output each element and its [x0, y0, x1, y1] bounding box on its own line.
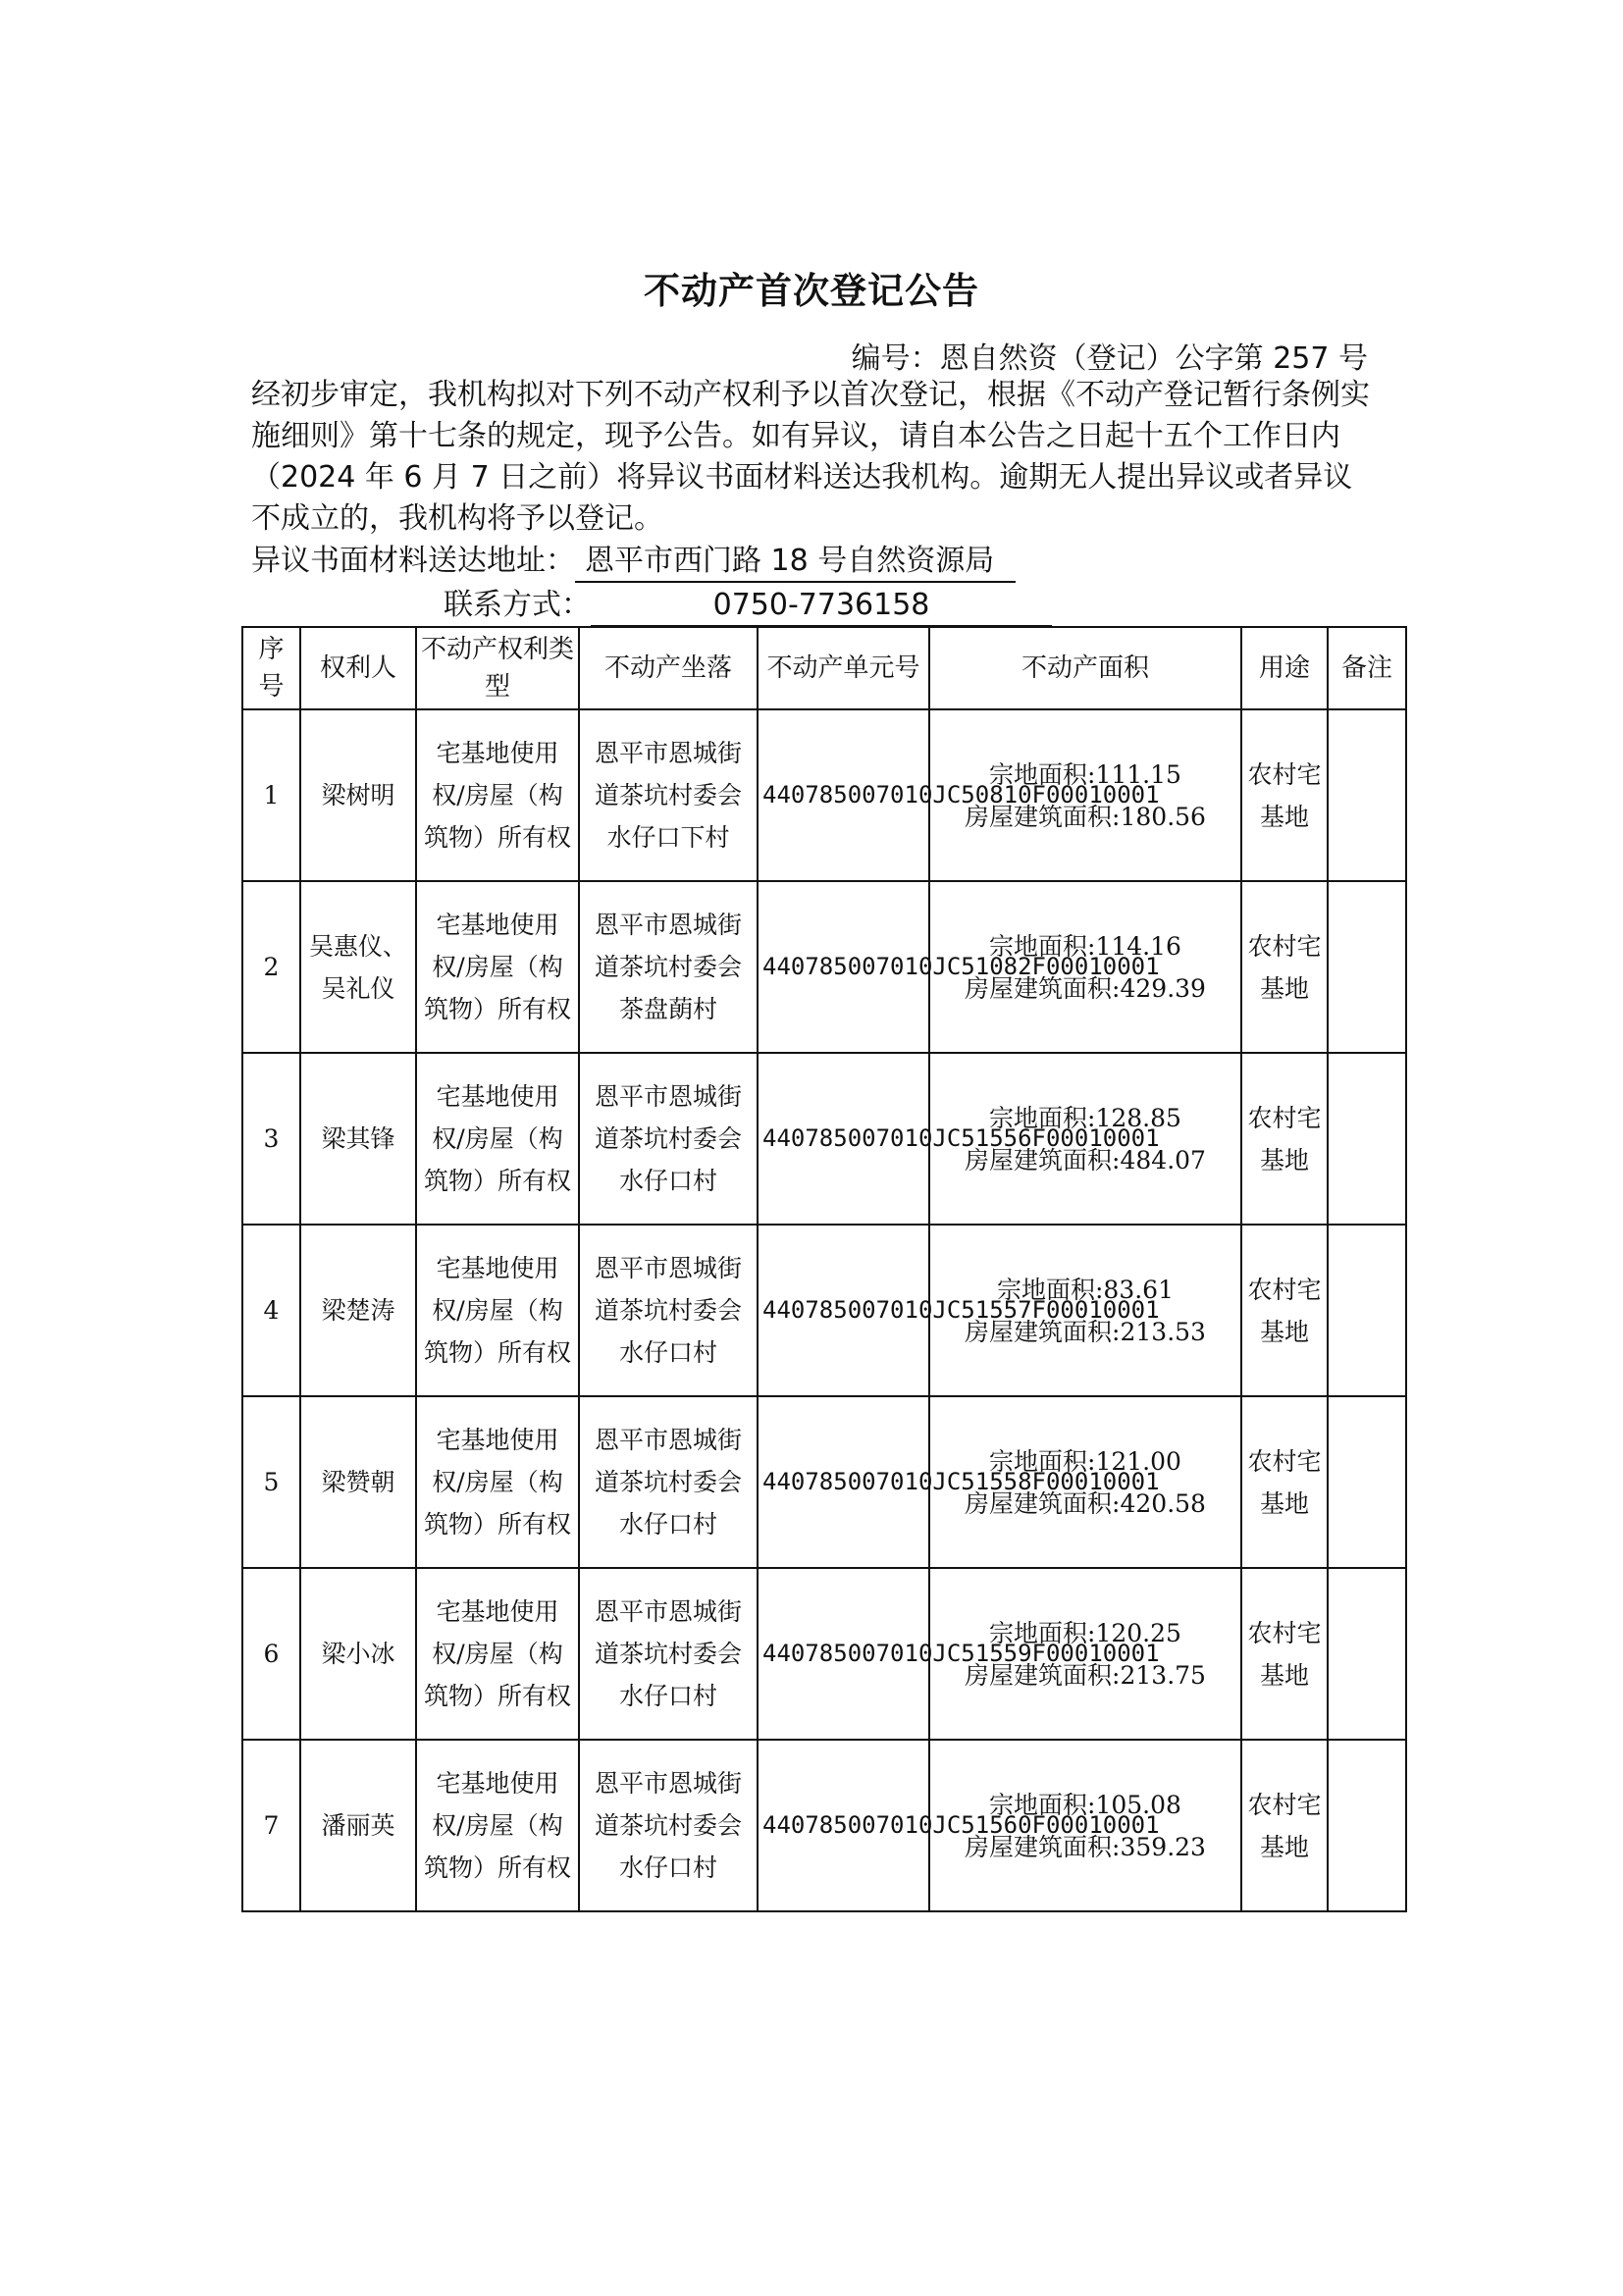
notice-body: [251, 375, 1370, 540]
table-row: [242, 1740, 1406, 1911]
cell-location: 恩平市恩城街道茶坑村委会水仔口村: [579, 1568, 758, 1740]
cell-remark: [1328, 1053, 1406, 1225]
land-area: 宗地面积:128.85: [989, 1103, 1181, 1132]
header-right-type: 不动产权利类型: [416, 627, 579, 709]
building-area: 房屋建筑面积:213.53: [965, 1317, 1206, 1346]
cell-owner: 梁赞朝: [300, 1396, 416, 1568]
building-area: 房屋建筑面积:429.39: [965, 973, 1206, 1003]
cell-use: 农村宅基地: [1241, 1568, 1328, 1740]
cell-location: 恩平市恩城街道茶坑村委会水仔口村: [579, 1740, 758, 1911]
page-title: 不动产首次登记公告: [644, 270, 979, 312]
cell-unit-no: 440785007010JC51560F00010001: [758, 1740, 929, 1911]
table-header-row: [242, 627, 1406, 709]
notice-paragraph: 经初步审定，我机构拟对下列不动产权利予以首次登记，根据《不动产登记暂行条例实施细则》第十七条的规定，现予公告。如有异议，请自本公告之日起十五个工作日内（2024 年 6 月 7 日之前）将异议书面材料送达我机构。逾期无人提出异议或者异议不成立的，我机构将予以登记。: [251, 378, 1370, 536]
cell-location: 恩平市恩城街道茶坑村委会水仔口下村: [579, 709, 758, 881]
cell-remark: [1328, 709, 1406, 881]
cell-serial: 4: [242, 1225, 300, 1396]
cell-remark: [1328, 1740, 1406, 1911]
contact-label: 联系方式：: [444, 588, 591, 622]
cell-use: 农村宅基地: [1241, 1396, 1328, 1568]
building-area: 房屋建筑面积:359.23: [965, 1832, 1206, 1861]
cell-use: 农村宅基地: [1241, 1225, 1328, 1396]
building-area: 房屋建筑面积:213.75: [965, 1660, 1206, 1690]
cell-owner: 吴惠仪、吴礼仪: [300, 881, 416, 1053]
building-area: 房屋建筑面积:484.07: [965, 1145, 1206, 1174]
cell-owner: 梁树明: [300, 709, 416, 881]
cell-use: 农村宅基地: [1241, 1740, 1328, 1911]
cell-serial: 2: [242, 881, 300, 1053]
property-table: [241, 626, 1407, 1912]
cell-area: [929, 1225, 1241, 1396]
cell-area: [929, 1396, 1241, 1568]
cell-remark: [1328, 1568, 1406, 1740]
land-area: 宗地面积:105.08: [989, 1790, 1181, 1819]
cell-owner: 梁其锋: [300, 1053, 416, 1225]
land-area: 宗地面积:121.00: [989, 1446, 1181, 1476]
address-label: 异议书面材料送达地址：: [251, 544, 575, 578]
header-use: 用途: [1241, 627, 1328, 709]
header-area: 不动产面积: [929, 627, 1241, 709]
cell-right-type: 宅基地使用权/房屋（构筑物）所有权: [416, 1740, 579, 1911]
table-row: [242, 1396, 1406, 1568]
land-area: 宗地面积:83.61: [997, 1275, 1174, 1304]
land-area: 宗地面积:111.15: [989, 759, 1181, 789]
building-area: 房屋建筑面积:180.56: [965, 802, 1206, 831]
cell-unit-no: 440785007010JC51082F00010001: [758, 881, 929, 1053]
header-owner: 权利人: [300, 627, 416, 709]
cell-right-type: 宅基地使用权/房屋（构筑物）所有权: [416, 1568, 579, 1740]
header-serial: 序号: [242, 627, 300, 709]
cell-unit-no: 440785007010JC51557F00010001: [758, 1225, 929, 1396]
cell-right-type: 宅基地使用权/房屋（构筑物）所有权: [416, 1053, 579, 1225]
cell-area: [929, 1053, 1241, 1225]
cell-location: 恩平市恩城街道茶坑村委会水仔口村: [579, 1396, 758, 1568]
cell-unit-no: 440785007010JC50810F00010001: [758, 709, 929, 881]
table-row: [242, 1053, 1406, 1225]
cell-use: 农村宅基地: [1241, 881, 1328, 1053]
table-row: [242, 1568, 1406, 1740]
table-row: [242, 881, 1406, 1053]
cell-area: [929, 1568, 1241, 1740]
cell-serial: 1: [242, 709, 300, 881]
cell-area: [929, 709, 1241, 881]
cell-owner: 潘丽英: [300, 1740, 416, 1911]
cell-unit-no: 440785007010JC51558F00010001: [758, 1396, 929, 1568]
header-location: 不动产坐落: [579, 627, 758, 709]
cell-serial: 3: [242, 1053, 300, 1225]
contact-value: 0750-7736158: [591, 586, 1052, 627]
cell-right-type: 宅基地使用权/房屋（构筑物）所有权: [416, 709, 579, 881]
cell-location: 恩平市恩城街道茶坑村委会茶盘蓢村: [579, 881, 758, 1053]
header-remark: 备注: [1328, 627, 1406, 709]
land-area: 宗地面积:114.16: [989, 931, 1181, 961]
cell-area: [929, 1740, 1241, 1911]
contact-info: [444, 586, 1052, 627]
table-row: [242, 1225, 1406, 1396]
cell-owner: 梁小冰: [300, 1568, 416, 1740]
cell-remark: [1328, 1396, 1406, 1568]
cell-right-type: 宅基地使用权/房屋（构筑物）所有权: [416, 1225, 579, 1396]
cell-use: 农村宅基地: [1241, 1053, 1328, 1225]
objection-address: [251, 542, 1016, 583]
cell-serial: 6: [242, 1568, 300, 1740]
cell-serial: 7: [242, 1740, 300, 1911]
building-area: 房屋建筑面积:420.58: [965, 1488, 1206, 1518]
header-unit-no: 不动产单元号: [758, 627, 929, 709]
cell-location: 恩平市恩城街道茶坑村委会水仔口村: [579, 1053, 758, 1225]
cell-use: 农村宅基地: [1241, 709, 1328, 881]
cell-unit-no: 440785007010JC51556F00010001: [758, 1053, 929, 1225]
document-number: 编号：恩自然资（登记）公字第 257 号: [851, 341, 1368, 376]
cell-remark: [1328, 881, 1406, 1053]
cell-right-type: 宅基地使用权/房屋（构筑物）所有权: [416, 1396, 579, 1568]
cell-owner: 梁楚涛: [300, 1225, 416, 1396]
cell-serial: 5: [242, 1396, 300, 1568]
cell-right-type: 宅基地使用权/房屋（构筑物）所有权: [416, 881, 579, 1053]
address-value: 恩平市西门路 18 号自然资源局: [575, 542, 1016, 583]
cell-location: 恩平市恩城街道茶坑村委会水仔口村: [579, 1225, 758, 1396]
table-row: [242, 709, 1406, 881]
land-area: 宗地面积:120.25: [989, 1618, 1181, 1647]
cell-remark: [1328, 1225, 1406, 1396]
cell-area: [929, 881, 1241, 1053]
cell-unit-no: 440785007010JC51559F00010001: [758, 1568, 929, 1740]
